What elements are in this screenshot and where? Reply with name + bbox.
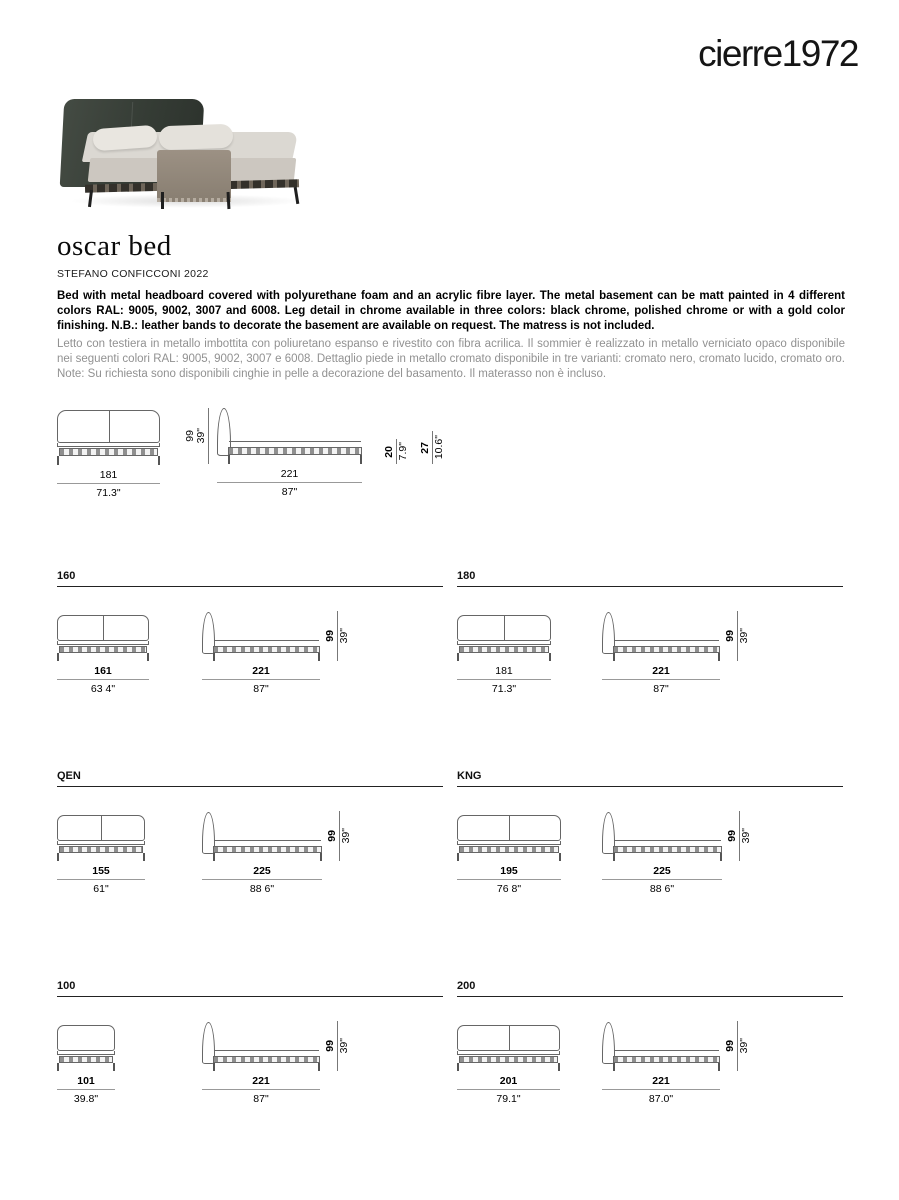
dimension-inches: 88 6" xyxy=(649,883,675,895)
leather-band-strip xyxy=(59,646,147,653)
leg-line xyxy=(57,456,59,465)
mattress-rail-line xyxy=(614,1050,719,1051)
dimension-cm: 155 xyxy=(92,865,110,877)
width-dimension xyxy=(57,469,160,499)
dimension-line xyxy=(57,1089,115,1090)
leather-band-strip xyxy=(59,448,158,456)
dimension-line xyxy=(208,408,209,464)
side-view-drawing xyxy=(602,1021,720,1071)
section-rule xyxy=(57,786,443,787)
dimension-cm: 221 xyxy=(252,665,270,677)
variant-section-kng xyxy=(457,770,843,895)
cushion-divider xyxy=(109,411,110,442)
front-view-drawing xyxy=(457,815,561,861)
leg-line xyxy=(457,1063,459,1071)
headboard-cushions xyxy=(57,410,160,443)
variant-label: 100 xyxy=(57,980,76,992)
dimension-line xyxy=(217,482,362,483)
photo-pillow xyxy=(92,125,157,151)
variant-section-160 xyxy=(57,570,443,695)
dimension-cm: 225 xyxy=(653,865,671,877)
variant-label: KNG xyxy=(457,770,482,782)
page-title: oscar bed xyxy=(57,230,172,262)
dimension-cm: 201 xyxy=(499,1075,518,1087)
side-view-drawing xyxy=(217,409,362,464)
length-dimension xyxy=(202,1075,320,1105)
width-dimension xyxy=(457,865,561,895)
dimension-cm: 101 xyxy=(77,1075,95,1087)
variant-label: 200 xyxy=(457,980,476,992)
dimension-cm: 99 xyxy=(724,1040,736,1052)
dimension-line xyxy=(202,1089,320,1090)
section-rule xyxy=(457,996,843,997)
dimension-inches: 88 6" xyxy=(249,883,275,895)
height-dimension xyxy=(325,1021,350,1071)
dimension-inches: 87" xyxy=(253,1093,269,1105)
leg-line xyxy=(318,653,320,661)
dimension-cm: 99 xyxy=(184,430,196,442)
legs xyxy=(57,456,160,465)
headboard-cushions xyxy=(57,1025,115,1051)
side-view-drawing xyxy=(202,611,320,661)
dimension-line xyxy=(57,483,160,484)
mattress-rail-line xyxy=(214,840,321,841)
dimension-cm: 99 xyxy=(326,830,338,842)
leg-line xyxy=(143,853,145,861)
variant-section-100 xyxy=(57,980,443,1105)
leather-band-strip xyxy=(228,447,362,455)
dimension-inches: 87" xyxy=(281,486,298,498)
leg-line xyxy=(213,1063,215,1071)
headboard-cushions xyxy=(57,815,145,841)
dimension-cm: 99 xyxy=(324,630,336,642)
platform-bar xyxy=(457,641,551,645)
leather-band-strip xyxy=(213,846,322,853)
dimension-inches: 39" xyxy=(338,1038,350,1054)
main-side-view xyxy=(217,409,362,498)
leg-line xyxy=(613,653,615,661)
leather-band-strip xyxy=(613,1056,720,1063)
leg-line xyxy=(57,653,59,661)
leather-band-strip xyxy=(613,846,722,853)
title-block xyxy=(57,231,209,280)
photo-leg xyxy=(161,192,164,209)
dimension-cm: 181 xyxy=(495,665,513,677)
leather-band-strip xyxy=(59,846,143,853)
platform-bar xyxy=(457,1051,560,1055)
dimension-line xyxy=(602,1089,720,1090)
dimension-inches: 87.0" xyxy=(648,1093,674,1105)
width-dimension xyxy=(57,1075,115,1105)
leg-line xyxy=(57,853,59,861)
side-view-drawing xyxy=(202,811,322,861)
front-view-drawing xyxy=(57,815,145,861)
section-rule xyxy=(57,996,443,997)
photo-pillow xyxy=(159,124,234,151)
variant-section-qen xyxy=(57,770,443,895)
legs xyxy=(457,653,551,661)
leg-height-dimension xyxy=(420,431,445,464)
dimension-inches: 63 4" xyxy=(90,683,116,695)
section-rule xyxy=(57,586,443,587)
legs xyxy=(57,653,149,661)
dimension-cm: 20 xyxy=(383,445,395,458)
dimension-cm: 99 xyxy=(324,1040,336,1052)
dimension-inches: 79.1" xyxy=(496,1093,521,1105)
leather-band-strip xyxy=(459,1056,558,1063)
dimension-line xyxy=(457,879,561,880)
dimension-line xyxy=(202,879,322,880)
dimension-cm: 225 xyxy=(253,865,271,877)
leg-line xyxy=(457,853,459,861)
cushion-divider xyxy=(509,1026,510,1050)
length-dimension xyxy=(202,665,320,695)
dimension-inches: 39" xyxy=(738,628,750,644)
leg-line xyxy=(113,1063,115,1071)
dimension-cm: 221 xyxy=(252,1075,270,1087)
headboard-cushions xyxy=(457,815,561,841)
description-italian: Letto con testiera in metallo imbottita con poliuretano espanso e rivestito con fibra acrilica. Il sommier è realizzato in metallo verniciato opaco disponibile nei seguenti colori RAL: 9005, 9002, 3007 e 6008. Dettaglio piede in metallo cromato disponibile in tre varianti: cromato nero, cromato lucido, cromato oro. Note: Su richiesta sono disponibili cinghie in pelle a decorazione del basamento. Il materasso non è incluso. xyxy=(57,338,845,380)
mattress-rail-line xyxy=(614,640,719,641)
dimension-inches: 39" xyxy=(340,828,352,844)
leg-line xyxy=(320,853,322,861)
platform-bar xyxy=(457,841,561,845)
leg-line xyxy=(213,853,215,861)
front-view-drawing xyxy=(457,1025,560,1071)
width-dimension xyxy=(457,1075,560,1105)
cushion-divider xyxy=(504,616,505,640)
leg-line xyxy=(360,455,362,464)
width-dimension xyxy=(57,665,149,695)
section-rule xyxy=(457,586,843,587)
mattress-rail-line xyxy=(229,441,361,442)
legs xyxy=(457,1063,560,1071)
dimension-inches: 39" xyxy=(738,1038,750,1054)
dimension-cm: 221 xyxy=(280,468,299,480)
leg-line xyxy=(720,853,722,861)
leg-line xyxy=(457,653,459,661)
headboard-cushions xyxy=(457,1025,560,1051)
dimension-inches: 87" xyxy=(253,683,269,695)
dimension-cm: 195 xyxy=(500,865,518,877)
mattress-rail-line xyxy=(214,640,319,641)
dimension-line xyxy=(202,679,320,680)
cushion-divider xyxy=(101,816,102,840)
leg-line xyxy=(559,853,561,861)
cushion-divider xyxy=(103,616,104,640)
length-dimension xyxy=(602,865,722,895)
leather-band-strip xyxy=(213,646,320,653)
designer-line: STEFANO CONFICCONI 2022 xyxy=(57,268,209,280)
dimension-inches: 39" xyxy=(740,828,752,844)
platform-bar xyxy=(57,443,160,447)
dimension-cm: 161 xyxy=(94,665,112,677)
photo-throw-blanket xyxy=(157,150,231,202)
dimension-line xyxy=(602,679,720,680)
width-dimension xyxy=(57,865,145,895)
dimension-line xyxy=(602,879,722,880)
leg-line xyxy=(57,1063,59,1071)
dimension-inches: 87" xyxy=(653,683,669,695)
front-view-drawing xyxy=(57,410,160,465)
product-photo xyxy=(57,94,313,208)
mattress-rail-line xyxy=(214,1050,319,1051)
leg-line xyxy=(158,456,160,465)
length-dimension xyxy=(202,865,322,895)
platform-bar xyxy=(57,1051,115,1055)
leather-band-strip xyxy=(59,1056,113,1063)
dimension-cm: 221 xyxy=(652,1075,670,1087)
dimension-inches: 7.9" xyxy=(397,442,409,461)
height-dimension xyxy=(185,408,210,464)
dimension-inches: 39" xyxy=(338,628,350,644)
main-dimension-drawing xyxy=(57,408,502,508)
width-dimension xyxy=(457,665,551,695)
leg-line xyxy=(213,653,215,661)
side-view-drawing xyxy=(602,811,722,861)
frame-height-dimension xyxy=(384,439,409,464)
dimension-inches: 10.6" xyxy=(433,435,445,460)
section-rule xyxy=(457,786,843,787)
dimension-inches: 71.3" xyxy=(96,487,121,499)
side-view-drawing xyxy=(602,611,720,661)
variant-section-200 xyxy=(457,980,843,1105)
dimension-cm: 99 xyxy=(724,630,736,642)
front-view-drawing xyxy=(457,615,551,661)
leg-line xyxy=(147,653,149,661)
leg-line xyxy=(558,1063,560,1071)
leather-band-strip xyxy=(213,1056,320,1063)
leg-line xyxy=(549,653,551,661)
length-dimension xyxy=(602,1075,720,1105)
height-dimension xyxy=(725,611,750,661)
dimension-inches: 39" xyxy=(195,428,207,444)
height-dimension xyxy=(725,1021,750,1071)
photo-throw-fringe xyxy=(157,198,231,202)
dimension-cm: 181 xyxy=(99,469,118,481)
platform-bar xyxy=(57,641,149,645)
leather-band-strip xyxy=(459,846,559,853)
variant-section-180 xyxy=(457,570,843,695)
headboard-cushions xyxy=(57,615,149,641)
height-dimension xyxy=(727,811,752,861)
legs xyxy=(57,853,145,861)
brand-logo: cierre1972 xyxy=(698,33,858,74)
leg-line xyxy=(228,455,230,464)
variant-label: QEN xyxy=(57,770,81,782)
dimension-inches: 39.8" xyxy=(73,1093,99,1105)
dimension-cm: 221 xyxy=(652,665,670,677)
dimension-line xyxy=(57,679,149,680)
variant-label: 160 xyxy=(57,570,76,582)
leather-band-strip xyxy=(613,646,720,653)
dimension-inches: 71.3" xyxy=(491,683,517,695)
cushion-divider xyxy=(509,816,510,840)
leg-line xyxy=(718,653,720,661)
dimension-line xyxy=(57,879,145,880)
front-view-drawing xyxy=(57,1025,115,1071)
dimension-inches: 61" xyxy=(93,883,109,895)
height-dimension xyxy=(327,811,352,861)
front-view-drawing xyxy=(57,615,149,661)
legs xyxy=(457,853,561,861)
leg-line xyxy=(613,1063,615,1071)
variant-label: 180 xyxy=(457,570,476,582)
dimension-cm: 99 xyxy=(726,830,738,842)
description-english: Bed with metal headboard covered with polyurethane foam and an acrylic fibre layer. The metal basement can be matt painted in 4 different colors RAL: 9005, 9002, 3007 and 6008. Leg detail in chrome available in three colors: black chrome, polished chrome or with a gold color finishing. N.B.: leather bands to decorate the basement are available on request. The matress is not included. xyxy=(57,290,845,332)
leg-line xyxy=(318,1063,320,1071)
dimension-line xyxy=(457,1089,560,1090)
length-dimension xyxy=(217,468,362,498)
dimension-line xyxy=(457,679,551,680)
dimension-inches: 76 8" xyxy=(496,883,522,895)
main-front-view xyxy=(57,410,160,499)
mattress-rail-line xyxy=(614,840,721,841)
legs xyxy=(57,1063,115,1071)
headboard-cushions xyxy=(457,615,551,641)
leg-line xyxy=(613,853,615,861)
height-dimension xyxy=(325,611,350,661)
dimension-cm: 27 xyxy=(419,441,431,454)
side-view-drawing xyxy=(202,1021,320,1071)
platform-bar xyxy=(57,841,145,845)
length-dimension xyxy=(602,665,720,695)
leg-line xyxy=(718,1063,720,1071)
leather-band-strip xyxy=(459,646,549,653)
